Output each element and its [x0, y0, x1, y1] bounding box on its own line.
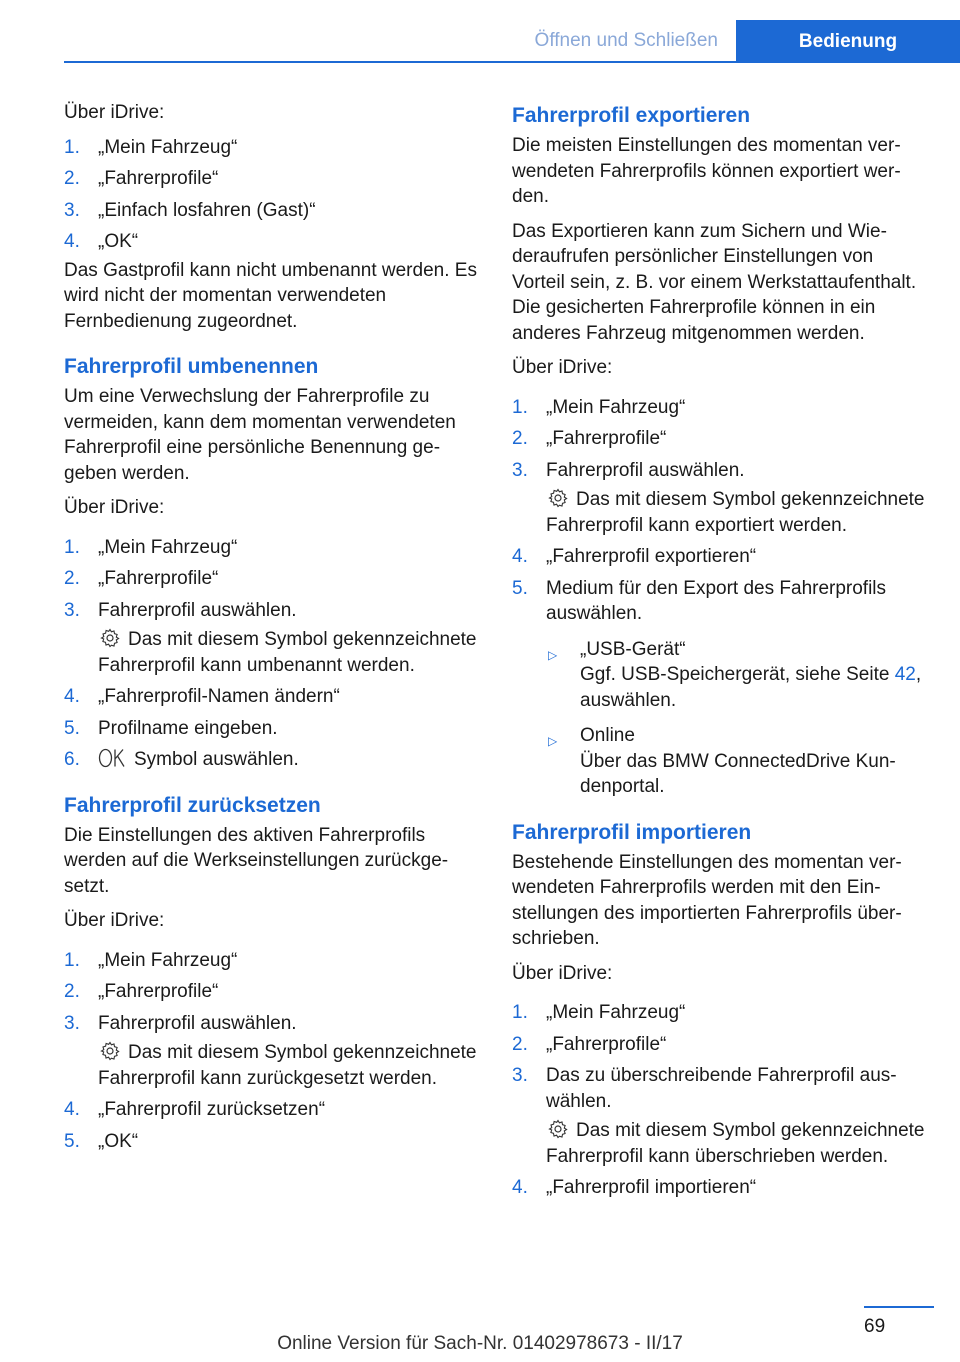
reset-steps [64, 948, 484, 1155]
list-item: 3. Fahrerprofil auswählen. Das mit diesem Symbol gekennzeichnete Fahrerprofil kann zurückgesetzt werden. [64, 1011, 484, 1092]
reset-note: Das mit diesem Symbol gekennzeichnete Fahrerprofil kann zurückgesetzt werden. [98, 1042, 477, 1089]
list-item: 4. „Fahrerprofil exportieren“ [512, 546, 757, 567]
list-item: 4. „OK“ [64, 231, 139, 252]
list-item: 2. „Fahrerprofile“ [512, 428, 667, 449]
gear-icon [100, 628, 120, 648]
list-item: ▷ „USB-Gerät“ Ggf. USB-Speichergerät, siehe Seite 42, auswählen. [548, 638, 922, 711]
list-item: ▷ Online Über das BMW ConnectedDrive Kundenportal. [548, 725, 896, 797]
reset-label: Über iDrive: [64, 910, 165, 931]
export-note: Das mit diesem Symbol gekennzeichnete Fahrerprofil kann exportiert werden. [546, 489, 925, 536]
export-steps [512, 395, 930, 800]
right-column [512, 100, 930, 1210]
footer-text: Online Version für Sach-Nr. 01402978673 - II/17 [277, 1333, 683, 1354]
list-item: 2. „Fahrerprofile“ [64, 168, 219, 189]
reset-text: Die Einstellungen des aktiven Fahrerprofils werden auf die Werkseinstellungen zurückgesetzt. [64, 824, 449, 897]
intro-steps [64, 135, 484, 255]
export-heading: Fahrerprofil exportieren [512, 104, 751, 127]
list-item: 5. Profilname eingeben. [64, 717, 278, 739]
list-item: 1. „Mein Fahrzeug“ [512, 1002, 686, 1023]
rename-steps [64, 535, 484, 773]
export-text-1: Die meisten Einstellungen des momentan verwendeten Fahrerprofils können exportiert werden. [512, 135, 901, 207]
list-item: 3. Fahrerprofil auswählen. Das mit diesem Symbol gekennzeichnete Fahrerprofil kann exportiert werden. [512, 458, 930, 539]
import-label: Über iDrive: [512, 962, 613, 984]
list-item: 4. „Fahrerprofil zurücksetzen“ [64, 1099, 326, 1120]
list-item: 1. „Mein Fahrzeug“ [64, 136, 238, 158]
rename-note: Das mit diesem Symbol gekennzeichnete Fahrerprofil kann umbenannt werden. [98, 629, 477, 676]
gear-icon [548, 488, 568, 508]
list-item: 4. „Fahrerprofil importieren“ [512, 1177, 757, 1198]
export-media-options [546, 637, 930, 800]
footer-rule [864, 1306, 934, 1308]
triangle-bullet-icon: ▷ [548, 734, 558, 748]
rename-text: Um eine Verwechslung der Fahrerprofile zu vermeiden, kann dem momentan verwendeten Fahrerprofil eine persönliche Benennung gegeben werden. [64, 386, 456, 484]
intro-text: Das Gastprofil kann nicht umbenannt werden. Es wird nicht der momentan verwendeten Fernbedienung zugeordnet. [64, 259, 477, 332]
gear-icon [100, 1041, 120, 1061]
list-item: 3. Das zu überschreibende Fahrerprofil auswählen. Das mit diesem Symbol gekennzeichnete Fahrerprofil kann überschrieben werden. [512, 1063, 930, 1169]
rename-heading: Fahrerprofil umbenennen [64, 355, 319, 378]
import-note: Das mit diesem Symbol gekennzeichnete Fahrerprofil kann überschrieben werden. [546, 1120, 925, 1167]
list-item: 1. „Mein Fahrzeug“ [64, 536, 238, 558]
export-text-2: Das Exportieren kann zum Sichern und Wiederaufrufen persönlicher Einstellungen von Vorteil sein, z. B. vor einem Werkstattaufenthalt. Die gesicherten Fahrerprofile können in ein anderes Fahrzeug mitgenommen werden. [512, 220, 917, 344]
list-item: 1. „Mein Fahrzeug“ [512, 396, 686, 418]
rename-label: Über iDrive: [64, 497, 165, 518]
triangle-bullet-icon: ▷ [548, 647, 558, 662]
reset-heading: Fahrerprofil zurücksetzen [64, 793, 321, 817]
list-item: 2. „Fahrerprofile“ [512, 1033, 667, 1055]
intro-label: Über iDrive: [64, 102, 165, 123]
list-item: 1. „Mein Fahrzeug“ [64, 949, 238, 971]
list-item: 5. „OK“ [64, 1130, 139, 1152]
import-text: Bestehende Einstellungen des momentan verwendeten Fahrerprofils werden mit den Einstellungen des importierten Fahrerprofils überschrieben. [512, 851, 902, 949]
header-rule [64, 61, 960, 63]
list-item: 4. „Fahrerprofil-Namen ändern“ [64, 686, 340, 707]
import-steps [512, 1000, 930, 1201]
page-link[interactable]: 42 [894, 664, 916, 685]
list-item: 3. Fahrerprofil auswählen. Das mit diesem Symbol gekennzeichnete Fahrerprofil kann umbenannt werden. [64, 598, 484, 679]
list-item: 2. „Fahrerprofile“ [64, 981, 219, 1002]
ok-icon [98, 748, 126, 768]
header-section-title: Öffnen und Schließen [534, 30, 718, 51]
list-item: 3. „Einfach losfahren (Gast)“ [64, 199, 316, 221]
list-item: 2. „Fahrerprofile“ [64, 568, 219, 589]
gear-icon [548, 1119, 568, 1139]
export-label: Über iDrive: [512, 357, 613, 378]
import-heading: Fahrerprofil importieren [512, 820, 752, 844]
page-number: 69 [864, 1316, 886, 1337]
list-item: 5. Medium für den Export des Fahrerprofils auswählen. ▷ „USB-Gerät“ Ggf. USB-Speichergerät, siehe Seite 42, auswählen. ▷ Online Über das BMW ConnectedDrive Kundenportal. [512, 576, 930, 800]
header-tab: Bedienung [736, 20, 960, 63]
list-item: 6. Symbol auswählen. [64, 749, 299, 770]
left-column [64, 100, 484, 1163]
